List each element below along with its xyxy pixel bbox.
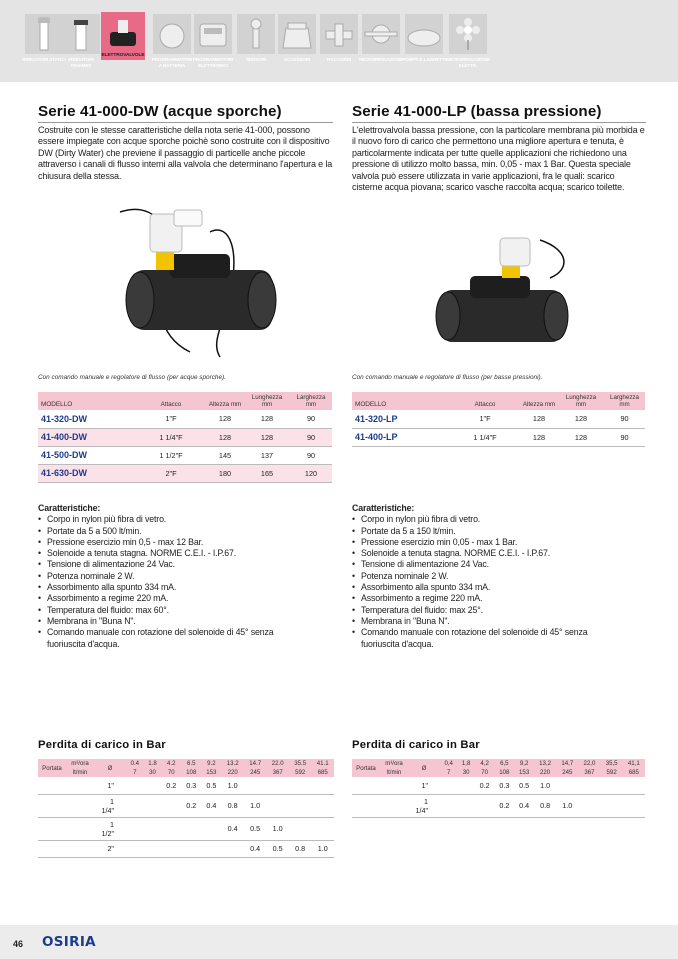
loss-value: 1.0: [556, 794, 578, 817]
cell: 165: [244, 464, 290, 482]
cell: 128: [244, 428, 290, 446]
list-item: • Portate da 5 a 500 lt/min.: [38, 526, 333, 537]
blank-cell: [352, 794, 408, 817]
flow-lt: 7: [126, 768, 144, 777]
tab-label: PROGRAMMATORI ELETTRONICI: [192, 57, 234, 68]
loss-title-lp: Perdita di carico in Bar: [352, 739, 480, 751]
loss-value: [266, 777, 289, 794]
loss-value: 0.4: [201, 794, 221, 817]
cell: 2"F: [136, 464, 206, 482]
tab-label: IRRIGATORI DINAMICI: [68, 57, 94, 68]
table-row: [352, 410, 645, 428]
header-row: [352, 768, 645, 777]
fitting-icon: [320, 14, 358, 54]
flow-m3: 22,0: [578, 759, 600, 768]
loss-value: [475, 794, 495, 817]
loss-value: 0.4: [244, 840, 267, 857]
loss-value: 1.0: [311, 840, 334, 857]
loss-value: 1.0: [266, 817, 289, 840]
loss-value: [289, 777, 312, 794]
unit-m3: m³/ora: [66, 759, 94, 768]
loss-value: [289, 817, 312, 840]
flow-lt: 220: [534, 768, 556, 777]
table-row: [38, 410, 332, 428]
list-item: • Tensione di alimentazione 24 Vac.: [38, 559, 333, 570]
loss-value: [289, 794, 312, 817]
flow-lt: 685: [311, 768, 334, 777]
loss-value: [311, 794, 334, 817]
flow-m3: 0.4: [126, 759, 144, 768]
cell: 1 1/4"F: [136, 428, 206, 446]
section-title-lp: Serie 41-000-LP (bassa pressione): [352, 103, 602, 120]
flow-lt: 153: [514, 768, 534, 777]
loss-value: 0.8: [289, 840, 312, 857]
tab-raccordi[interactable]: [317, 14, 361, 78]
model-table-lp: [352, 392, 645, 447]
tab-label: POMPE E LAGHETTI: [402, 57, 446, 62]
sensor-icon: [237, 14, 275, 54]
right-section: [352, 103, 646, 193]
diameter: 1": [94, 777, 126, 794]
tab-programmatori-elettronici[interactable]: [191, 14, 235, 78]
flow-lt: 367: [578, 768, 600, 777]
col-header-portata: Portata: [352, 759, 380, 777]
tab-sensori[interactable]: [234, 14, 278, 78]
flow-lt: 592: [601, 768, 623, 777]
model-code: 41-500-DW: [38, 446, 136, 464]
cell: 90: [604, 410, 645, 428]
tab-label: PROGRAMMATORI A BATTERIA: [151, 57, 193, 68]
loss-value: [266, 794, 289, 817]
loss-value: [201, 840, 221, 857]
valve-box-icon: [278, 14, 316, 54]
electronic-controller-icon: [194, 14, 232, 54]
loss-value: 0.8: [534, 794, 556, 817]
col-header-larghezza: Larghezza mm: [604, 392, 645, 410]
cell: 128: [520, 428, 558, 446]
loss-value: [440, 794, 457, 817]
cell: 90: [290, 428, 332, 446]
flow-m3: 6,5: [494, 759, 514, 768]
tab-irrigatori-dinamici[interactable]: [59, 14, 103, 78]
list-item: • Comando manuale con rotazione del solenoide di 45° senza fuoriuscita d'acqua.: [352, 627, 592, 650]
flow-m3: 4.2: [161, 759, 181, 768]
drip-icon: [362, 14, 400, 54]
tab-microirrigazione-elettr[interactable]: [446, 14, 490, 78]
col-header-lunghezza: Lunghezza mm: [558, 392, 604, 410]
tab-programmatori-batteria[interactable]: [150, 14, 194, 78]
blank-cell: [38, 794, 94, 817]
list-item: • Pressione esercizio min 0,05 - max 1 Bar.: [352, 537, 646, 548]
unit-lt: lt/min: [380, 768, 408, 777]
loss-value: 0.3: [181, 777, 201, 794]
loss-value: [161, 840, 181, 857]
col-header-diameter: Ø: [94, 759, 126, 777]
features-lp: [352, 503, 646, 650]
list-item: • Solenoide a tenuta stagna. NORME C.E.I. - I.P.67.: [38, 548, 333, 559]
list-item: • Tensione di alimentazione 24 Vac.: [352, 559, 646, 570]
flower-icon: [449, 14, 487, 54]
list-item: • Temperatura del fluido: max 25°.: [352, 605, 646, 616]
loss-value: [144, 817, 162, 840]
col-header-altezza: Altezza mm: [520, 392, 558, 410]
flow-m3: 41,1: [623, 759, 645, 768]
loss-value: 0.5: [244, 817, 267, 840]
list-item: • Membrana in "Buna N".: [38, 616, 333, 627]
left-section: [38, 103, 333, 182]
cell: 145: [206, 446, 244, 464]
flow-m3: 14,7: [556, 759, 578, 768]
table-row: [38, 794, 334, 817]
loss-value: [126, 777, 144, 794]
table-row: [38, 840, 334, 857]
battery-controller-icon: [153, 14, 191, 54]
blank-cell: [38, 840, 94, 857]
flow-lt: 245: [556, 768, 578, 777]
flow-lt: 30: [457, 768, 474, 777]
flow-m3: 0,4: [440, 759, 457, 768]
loss-value: [126, 817, 144, 840]
table-row: [352, 794, 645, 817]
loss-value: [221, 840, 244, 857]
flow-m3: 1,8: [457, 759, 474, 768]
static-sprinkler-icon: [25, 14, 63, 54]
cell: 1 1/4"F: [450, 428, 520, 446]
list-item: • Pressione esercizio min 0,5 - max 12 Bar.: [38, 537, 333, 548]
cell: 90: [604, 428, 645, 446]
list-item: • Potenza nominale 2 W.: [38, 571, 333, 582]
loss-table-lp: [352, 759, 645, 818]
cell: 1"F: [450, 410, 520, 428]
loss-value: [181, 817, 201, 840]
valve-photo-dw: [110, 192, 290, 362]
col-header-model: MODELLO: [38, 392, 136, 410]
pond-icon: [405, 14, 443, 54]
tab-label: RACCORDI: [327, 57, 351, 62]
flow-m3: 9,2: [514, 759, 534, 768]
feature-list: [38, 514, 333, 650]
brand-logo: OSIRIA: [42, 934, 96, 950]
cell: 1 1/2"F: [136, 446, 206, 464]
loss-value: 0.2: [161, 777, 181, 794]
list-item: • Assorbimento alla spunto 334 mA.: [352, 582, 646, 593]
col-header-altezza: Altezza mm: [206, 392, 244, 410]
flow-m3: 41.1: [311, 759, 334, 768]
blank-cell: [38, 777, 94, 794]
table-row: [38, 446, 332, 464]
loss-value: [457, 777, 474, 794]
diameter: 1 1/4": [408, 794, 440, 817]
model-code: 41-630-DW: [38, 464, 136, 482]
cell: 1"F: [136, 410, 206, 428]
loss-value: 0.2: [181, 794, 201, 817]
list-item: • Solenoide a tenuta stagna. NORME C.E.I. - I.P.67.: [352, 548, 646, 559]
loss-value: [623, 777, 645, 794]
loss-value: [578, 794, 600, 817]
cell: 128: [206, 410, 244, 428]
loss-value: 0.2: [475, 777, 495, 794]
cell: 128: [520, 410, 558, 428]
blank-cell: [352, 777, 408, 794]
tab-elettrovalvole[interactable]: [101, 12, 145, 60]
flow-m3: 13.2: [221, 759, 244, 768]
loss-value: [601, 777, 623, 794]
rotor-sprinkler-icon: [62, 14, 100, 54]
photo-caption-lp: Con comando manuale e regolatore di flusso (per basse pressioni).: [352, 374, 543, 381]
header-row: [38, 768, 334, 777]
table-row: [38, 428, 332, 446]
title-rule: [352, 122, 646, 123]
col-header-attacco: Attacco: [136, 392, 206, 410]
diameter: 1 1/4": [94, 794, 126, 817]
loss-value: [144, 794, 162, 817]
loss-value: [126, 840, 144, 857]
loss-value: [623, 794, 645, 817]
cell: 128: [244, 410, 290, 428]
diameter: 1 1/2": [94, 817, 126, 840]
loss-value: [556, 777, 578, 794]
flow-lt: 245: [244, 768, 267, 777]
blank-cell: [38, 817, 94, 840]
flow-m3: 35.5: [289, 759, 312, 768]
list-item: • Assorbimento a regime 220 mA.: [352, 593, 646, 604]
loss-value: 0.5: [514, 777, 534, 794]
tab-pompe-laghetti[interactable]: [402, 14, 446, 78]
model-code: 41-320-DW: [38, 410, 136, 428]
unit-m3: m³/ora: [380, 759, 408, 768]
cell: 90: [290, 446, 332, 464]
list-item: • Assorbimento a regime 220 mA.: [38, 593, 333, 604]
col-header-diameter: Ø: [408, 759, 440, 777]
flow-lt: 592: [289, 768, 312, 777]
flow-m3: 6.5: [181, 759, 201, 768]
list-item: • Potenza nominale 2 W.: [352, 571, 646, 582]
loss-value: [144, 840, 162, 857]
footer-bar: [0, 925, 678, 959]
loss-value: 0.8: [221, 794, 244, 817]
cell: 128: [558, 428, 604, 446]
feature-list: [352, 514, 646, 650]
tab-label: ELETTROVALVOLE: [101, 53, 145, 58]
cell: 180: [206, 464, 244, 482]
list-item: • Corpo in nylon più fibra di vetro.: [352, 514, 646, 525]
model-code: 41-400-DW: [38, 428, 136, 446]
table-row: [352, 428, 645, 446]
diameter: 2": [94, 840, 126, 857]
list-item: • Portate da 5 a 150 lt/min.: [352, 526, 646, 537]
features-title: Caratteristiche:: [38, 503, 101, 513]
flow-lt: 685: [623, 768, 645, 777]
loss-value: [144, 777, 162, 794]
list-item: • Temperatura del fluido: max 60°.: [38, 605, 333, 616]
category-nav: [0, 0, 678, 82]
photo-caption-dw: Con comando manuale e regolatore di flusso (per acque sporche).: [38, 374, 226, 381]
loss-value: 0.4: [221, 817, 244, 840]
flow-lt: 220: [221, 768, 244, 777]
flow-lt: 30: [144, 768, 162, 777]
loss-value: 0.2: [494, 794, 514, 817]
tab-label: ACCESSORI: [283, 57, 311, 62]
solenoid-valve-icon: [104, 14, 142, 54]
loss-value: [201, 817, 221, 840]
flow-m3: 9.2: [201, 759, 221, 768]
loss-value: [161, 817, 181, 840]
intro-text-dw: Costruite con le stesse caratteristiche della nota serie 41-000, possono essere impiegate con acque sporche poichè sono costruite con il dispositivo DW (Dirty Water) che previene il passaggio di particelle anche piccole attraverso i canali di flusso interni alla valvola che determinano l'apertura e la chiusura della stessa.: [38, 125, 333, 181]
loss-value: 0.5: [201, 777, 221, 794]
flow-lt: 70: [475, 768, 495, 777]
loss-value: [601, 794, 623, 817]
cell: 128: [558, 410, 604, 428]
header-row: [352, 759, 645, 768]
loss-table-dw: [38, 759, 334, 858]
diameter: 1": [408, 777, 440, 794]
flow-lt: 70: [161, 768, 181, 777]
model-code: 41-400-LP: [352, 428, 450, 446]
loss-value: 0.3: [494, 777, 514, 794]
table-row: [352, 777, 645, 794]
list-item: • Comando manuale con rotazione del solenoide di 45° senza fuoriuscita d'acqua.: [38, 627, 278, 650]
loss-value: 0.4: [514, 794, 534, 817]
title-rule: [38, 122, 333, 123]
loss-value: [126, 794, 144, 817]
loss-value: [161, 794, 181, 817]
flow-m3: 1.8: [144, 759, 162, 768]
tab-label: IRRIGATORI STATICI: [22, 57, 66, 62]
intro-text-lp: L'elettrovalvola bassa pressione, con la particolare membrana più morbida e il nuovo foro di carico che permettono una migliore apertura e tenuta, è particolarmente indicata per tutte quelle applicazioni che richiedono una pressione di utilizzo molto bassa, min. 0,05 - max 1 Bar. Questa speciale valvola può essere utilizzata in varie applicazioni, fra le quali: scarico cisterne acqua piovana; scarico vasche raccolta acqua; scarico toilette.: [352, 125, 645, 193]
loss-value: 1.0: [244, 794, 267, 817]
loss-title-dw: Perdita di carico in Bar: [38, 739, 166, 751]
list-item: • Membrana in "Buna N".: [352, 616, 646, 627]
loss-value: [578, 777, 600, 794]
flow-m3: 13,2: [534, 759, 556, 768]
model-table-dw: [38, 392, 332, 483]
cell: 90: [290, 410, 332, 428]
flow-lt: 7: [440, 768, 457, 777]
col-header-model: MODELLO: [352, 392, 450, 410]
loss-value: 1.0: [221, 777, 244, 794]
valve-photo-lp: [430, 230, 580, 355]
list-item: • Corpo in nylon più fibra di vetro.: [38, 514, 333, 525]
flow-m3: 14.7: [244, 759, 267, 768]
model-code: 41-320-LP: [352, 410, 450, 428]
flow-lt: 153: [201, 768, 221, 777]
tab-microirrigazione[interactable]: [359, 14, 403, 78]
loss-value: [457, 794, 474, 817]
loss-value: 1.0: [534, 777, 556, 794]
tab-label: MICROIRRIGAZIONE ELETTR.: [446, 57, 490, 68]
loss-value: [311, 817, 334, 840]
table-row: [38, 817, 334, 840]
table-row: [38, 464, 332, 482]
tab-label: SENSORI: [246, 57, 266, 62]
loss-value: [244, 777, 267, 794]
cell: 137: [244, 446, 290, 464]
loss-value: [311, 777, 334, 794]
flow-lt: 108: [494, 768, 514, 777]
section-title-dw: Serie 41-000-DW (acque sporche): [38, 103, 282, 120]
loss-value: 0.5: [266, 840, 289, 857]
table-row: [38, 777, 334, 794]
col-header-portata: Portata: [38, 759, 66, 777]
loss-value: [440, 777, 457, 794]
flow-m3: 35,5: [601, 759, 623, 768]
tab-label: MICROIRRIGAZIONE: [359, 57, 403, 62]
col-header-lunghezza: Lunghezza mm: [244, 392, 290, 410]
list-item: • Assorbimento alla spunto 334 mA.: [38, 582, 333, 593]
flow-m3: 4,2: [475, 759, 495, 768]
cell: 120: [290, 464, 332, 482]
tab-accessori[interactable]: [275, 14, 319, 78]
flow-lt: 367: [266, 768, 289, 777]
page-number: 46: [13, 939, 24, 949]
cell: 128: [206, 428, 244, 446]
flow-m3: 22.0: [266, 759, 289, 768]
loss-value: [181, 840, 201, 857]
flow-lt: 108: [181, 768, 201, 777]
col-header-attacco: Attacco: [450, 392, 520, 410]
features-title: Caratteristiche:: [352, 503, 415, 513]
features-dw: [38, 503, 333, 650]
header-row: [38, 759, 334, 768]
unit-lt: lt/min: [66, 768, 94, 777]
col-header-larghezza: Larghezza mm: [290, 392, 332, 410]
